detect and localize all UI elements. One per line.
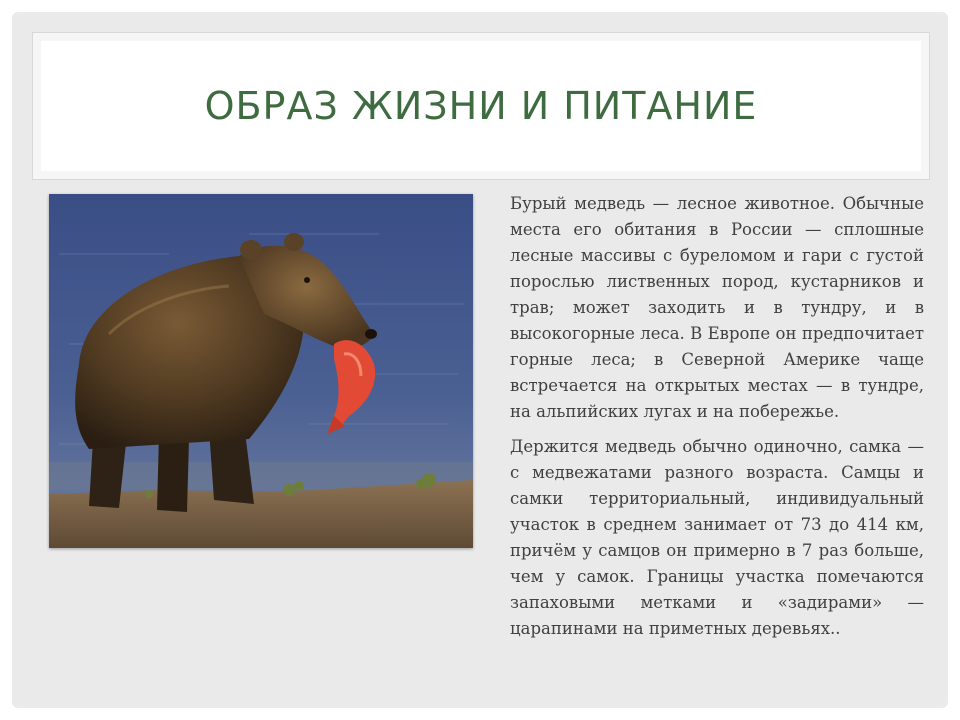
- bear-photo: [49, 194, 473, 548]
- paragraph-habitat: Бурый медведь — лесное животное. Обычные места его обитания в России — сплошные лесные массивы с буреломом и гари с густой порослью лиственных пород, кустарников и трав; может заходить и в тундру, и в высокогорные леса. В Европе он предпочитает горные леса; в Северной Америке чаще встречается на открытых местах — в тундре, на альпийских лугах и на побережье.: [510, 194, 924, 421]
- title-banner-inner: [41, 41, 921, 171]
- slide: [12, 12, 948, 708]
- body-text: [510, 191, 924, 651]
- slide-title: ОБРАЗ ЖИЗНИ И ПИТАНИЕ: [204, 84, 758, 128]
- title-banner: [32, 32, 930, 180]
- paragraph-territory: Держится медведь обычно одиночно, самка — с медвежатами разного возраста. Самцы и самки территориальный, индивидуальный участок в среднем занимает от 73 до 414 км, причём у самцов он примерно в 7 раз больше, чем у самок. Границы участка помечаются запаховыми метками и «задирами» — царапинами на приметных деревьях..: [510, 437, 924, 638]
